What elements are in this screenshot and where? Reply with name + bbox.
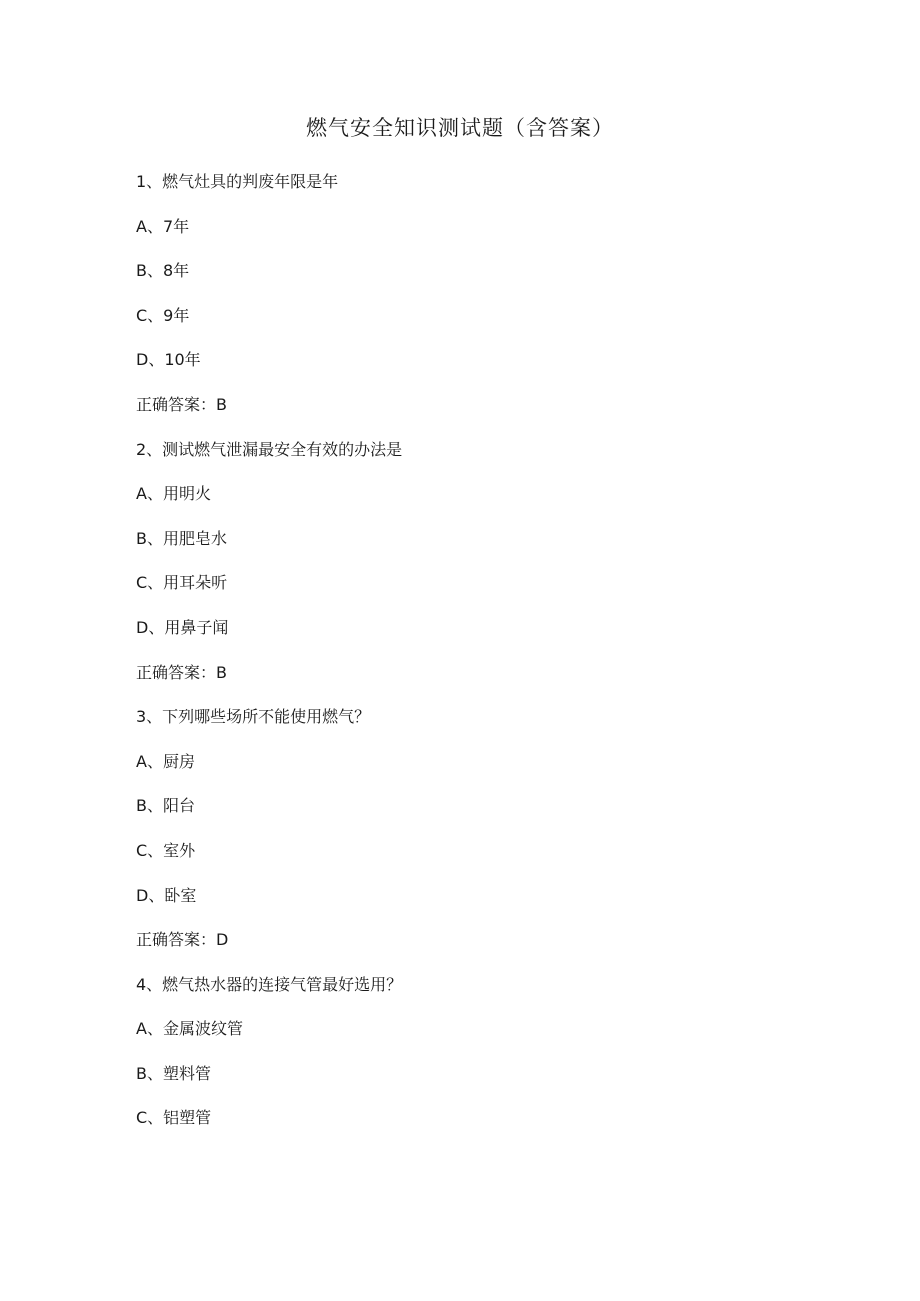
question-3-option-c: C、室外 — [136, 840, 196, 860]
question-1-option-b: B、8年 — [136, 261, 190, 281]
question-3-text: 3、下列哪些场所不能使用燃气？ — [136, 707, 371, 727]
page-title: 燃气安全知识测试题（含答案） — [306, 116, 614, 140]
question-list — [136, 171, 402, 1152]
question-3-answer: 正确答案：D — [136, 930, 229, 950]
question-2-text: 2、测试燃气泄漏最安全有效的办法是 — [136, 439, 403, 459]
question-2-answer: 正确答案：B — [136, 662, 227, 682]
question-1-option-a: A、7年 — [136, 216, 190, 236]
question-2-option-c: C、用耳朵听 — [136, 573, 228, 593]
question-2-option-b: B、用肥皂水 — [136, 528, 227, 548]
question-4-option-b: B、塑料管 — [136, 1063, 211, 1083]
question-1-text: 1、燃气灶具的判废年限是年 — [136, 172, 339, 191]
question-1-answer: 正确答案：B — [136, 394, 227, 414]
question-1-option-d: D、10年 — [136, 350, 201, 370]
question-2-option-a: A、用明火 — [136, 484, 211, 504]
question-4-option-c: C、铝塑管 — [136, 1108, 212, 1128]
question-2-option-d: D、用鼻子闻 — [136, 617, 229, 637]
question-3-option-b: B、阳台 — [136, 796, 195, 816]
question-3-option-d: D、卧室 — [136, 885, 197, 905]
question-4-option-a: A、金属波纹管 — [136, 1019, 243, 1039]
question-4-text: 4、燃气热水器的连接气管最好选用？ — [136, 974, 403, 994]
question-3-option-a: A、厨房 — [136, 751, 195, 771]
question-1-option-c: C、9年 — [136, 305, 190, 325]
